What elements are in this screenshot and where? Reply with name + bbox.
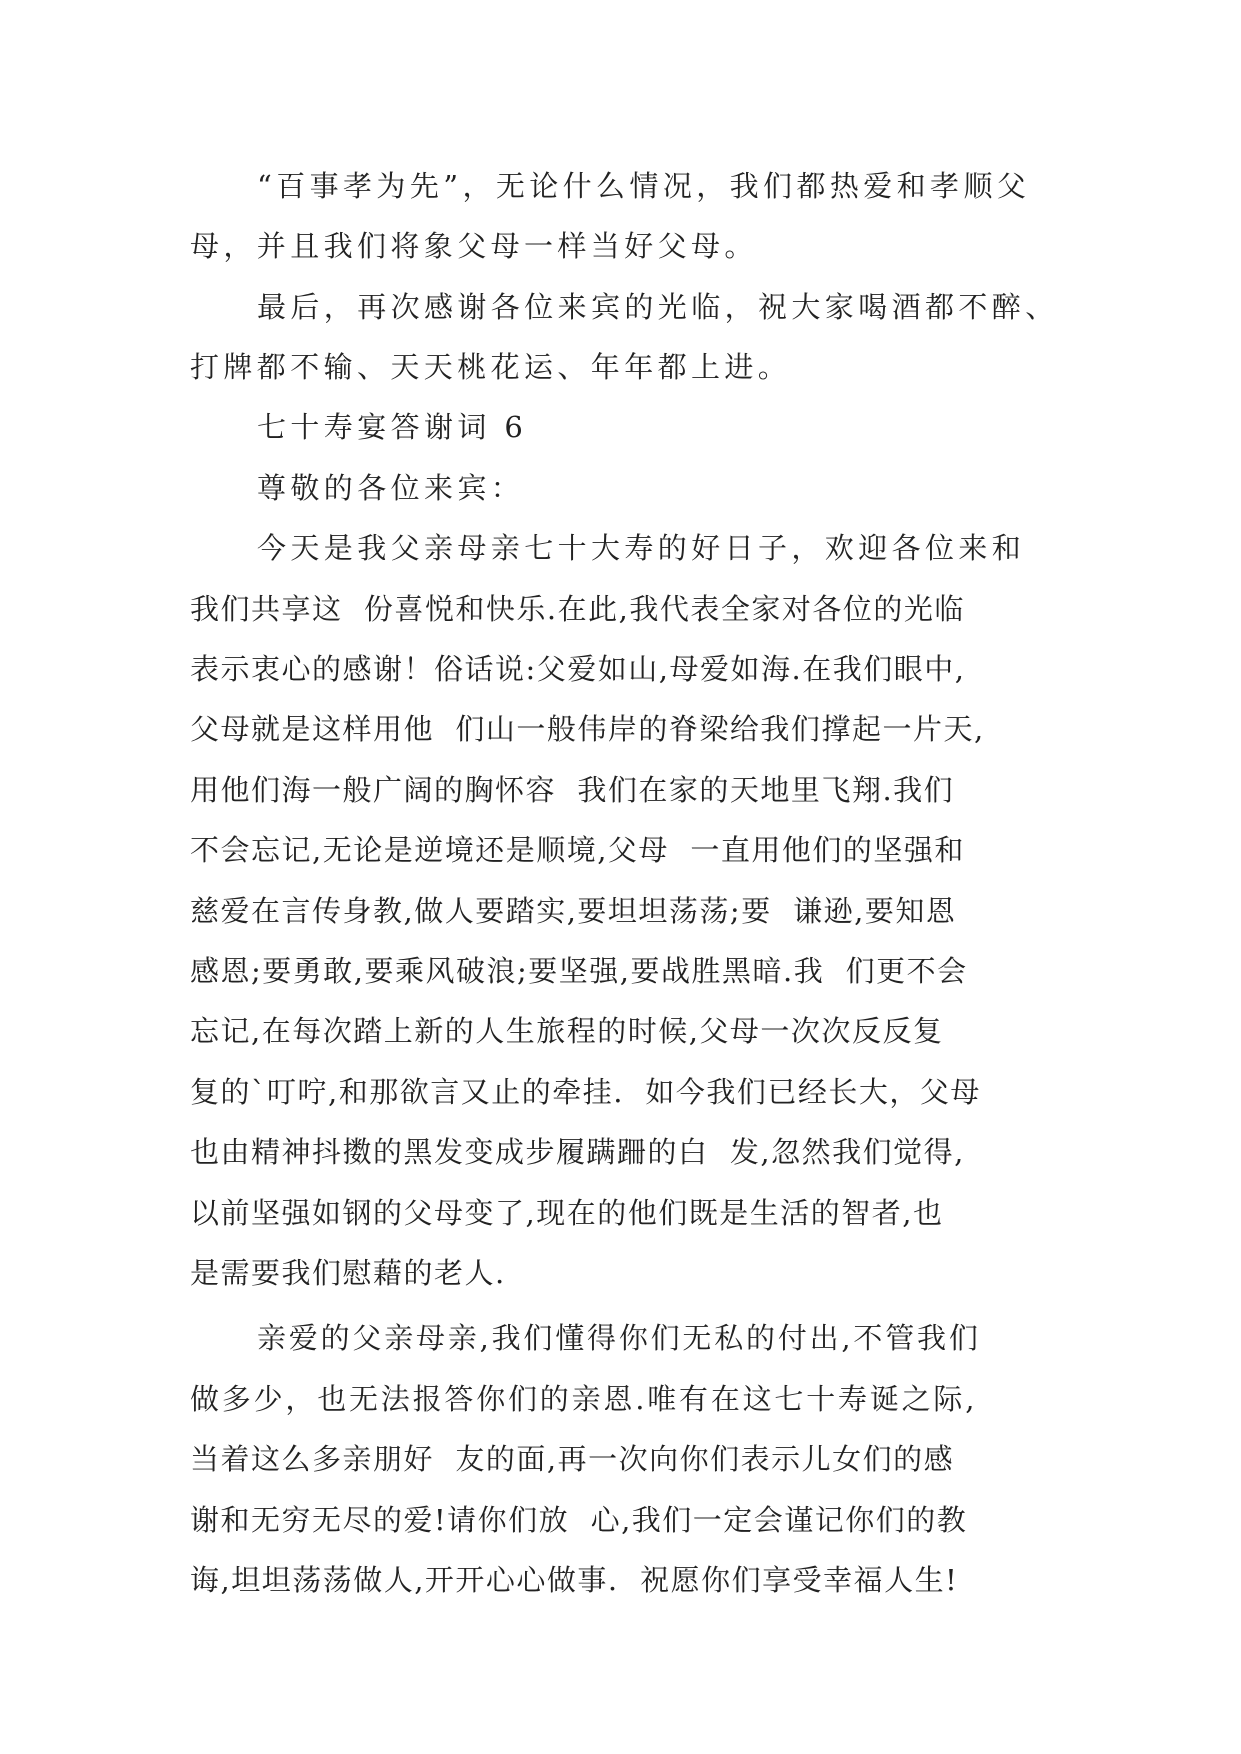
- text-line: 忘记,在每次踏上新的人生旅程的时候,父母一次次反反复: [190, 1014, 944, 1048]
- text-line: 是需要我们慰藉的老人.: [190, 1256, 506, 1290]
- text-line: 表示衷心的感谢！俗话说:父爱如山,母爱如海.在我们眼中,: [190, 652, 966, 686]
- text-line: 诲,坦坦荡荡做人,开开心心做事. 祝愿你们享受幸福人生!: [190, 1563, 959, 1597]
- text-line: 父母就是这样用他 们山一般伟岸的脊梁给我们撑起一片天,: [190, 712, 985, 746]
- text-line: 以前坚强如钢的父母变了,现在的他们既是生活的智者,也: [190, 1196, 944, 1230]
- text-line: 感恩;要勇敢,要乘风破浪;要坚强,要战胜黑暗.我 们更不会: [190, 954, 968, 988]
- text-line: 不会忘记,无论是逆境还是顺境,父母 一直用他们的坚强和: [190, 833, 965, 867]
- text-line: 慈爱在言传身教,做人要踏实,要坦坦荡荡;要 谦逊,要知恩: [190, 894, 957, 928]
- text-line: 当着这么多亲朋好 友的面,再一次向你们表示儿女们的感: [190, 1442, 955, 1476]
- section-heading: 七十寿宴答谢词 6: [257, 410, 528, 444]
- text-line: 用他们海一般广阔的胸怀容 我们在家的天地里飞翔.我们: [190, 773, 955, 807]
- text-line: 我们共享这 份喜悦和快乐.在此,我代表全家对各位的光临: [190, 592, 965, 626]
- text-line: 复的`叮咛,和那欲言又止的牵挂. 如今我们已经长大，父母: [190, 1075, 981, 1109]
- text-line: 母，并且我们将象父母一样当好父母。: [190, 229, 758, 263]
- text-line: 今天是我父亲母亲七十大寿的好日子，欢迎各位来和: [257, 531, 1026, 565]
- text-line: 做多少，也无法报答你们的亲恩.唯有在这七十寿诞之际,: [190, 1382, 978, 1416]
- text-line: 最后，再次感谢各位来宾的光临，祝大家喝酒都不醉、: [257, 290, 1059, 324]
- salutation: 尊敬的各位来宾：: [257, 471, 525, 505]
- text-line: “百事孝为先”，无论什么情况，我们都热爱和孝顺父: [257, 169, 1031, 203]
- text-line: 也由精神抖擞的黑发变成步履蹒跚的白 发,忽然我们觉得,: [190, 1135, 965, 1169]
- text-line: 谢和无穷无尽的爱!请你们放 心,我们一定会谨记你们的教: [190, 1503, 968, 1537]
- text-line: 亲爱的父亲母亲,我们懂得你们无私的付出,不管我们: [257, 1321, 981, 1355]
- text-line: 打牌都不输、天天桃花运、年年都上进。: [190, 350, 792, 384]
